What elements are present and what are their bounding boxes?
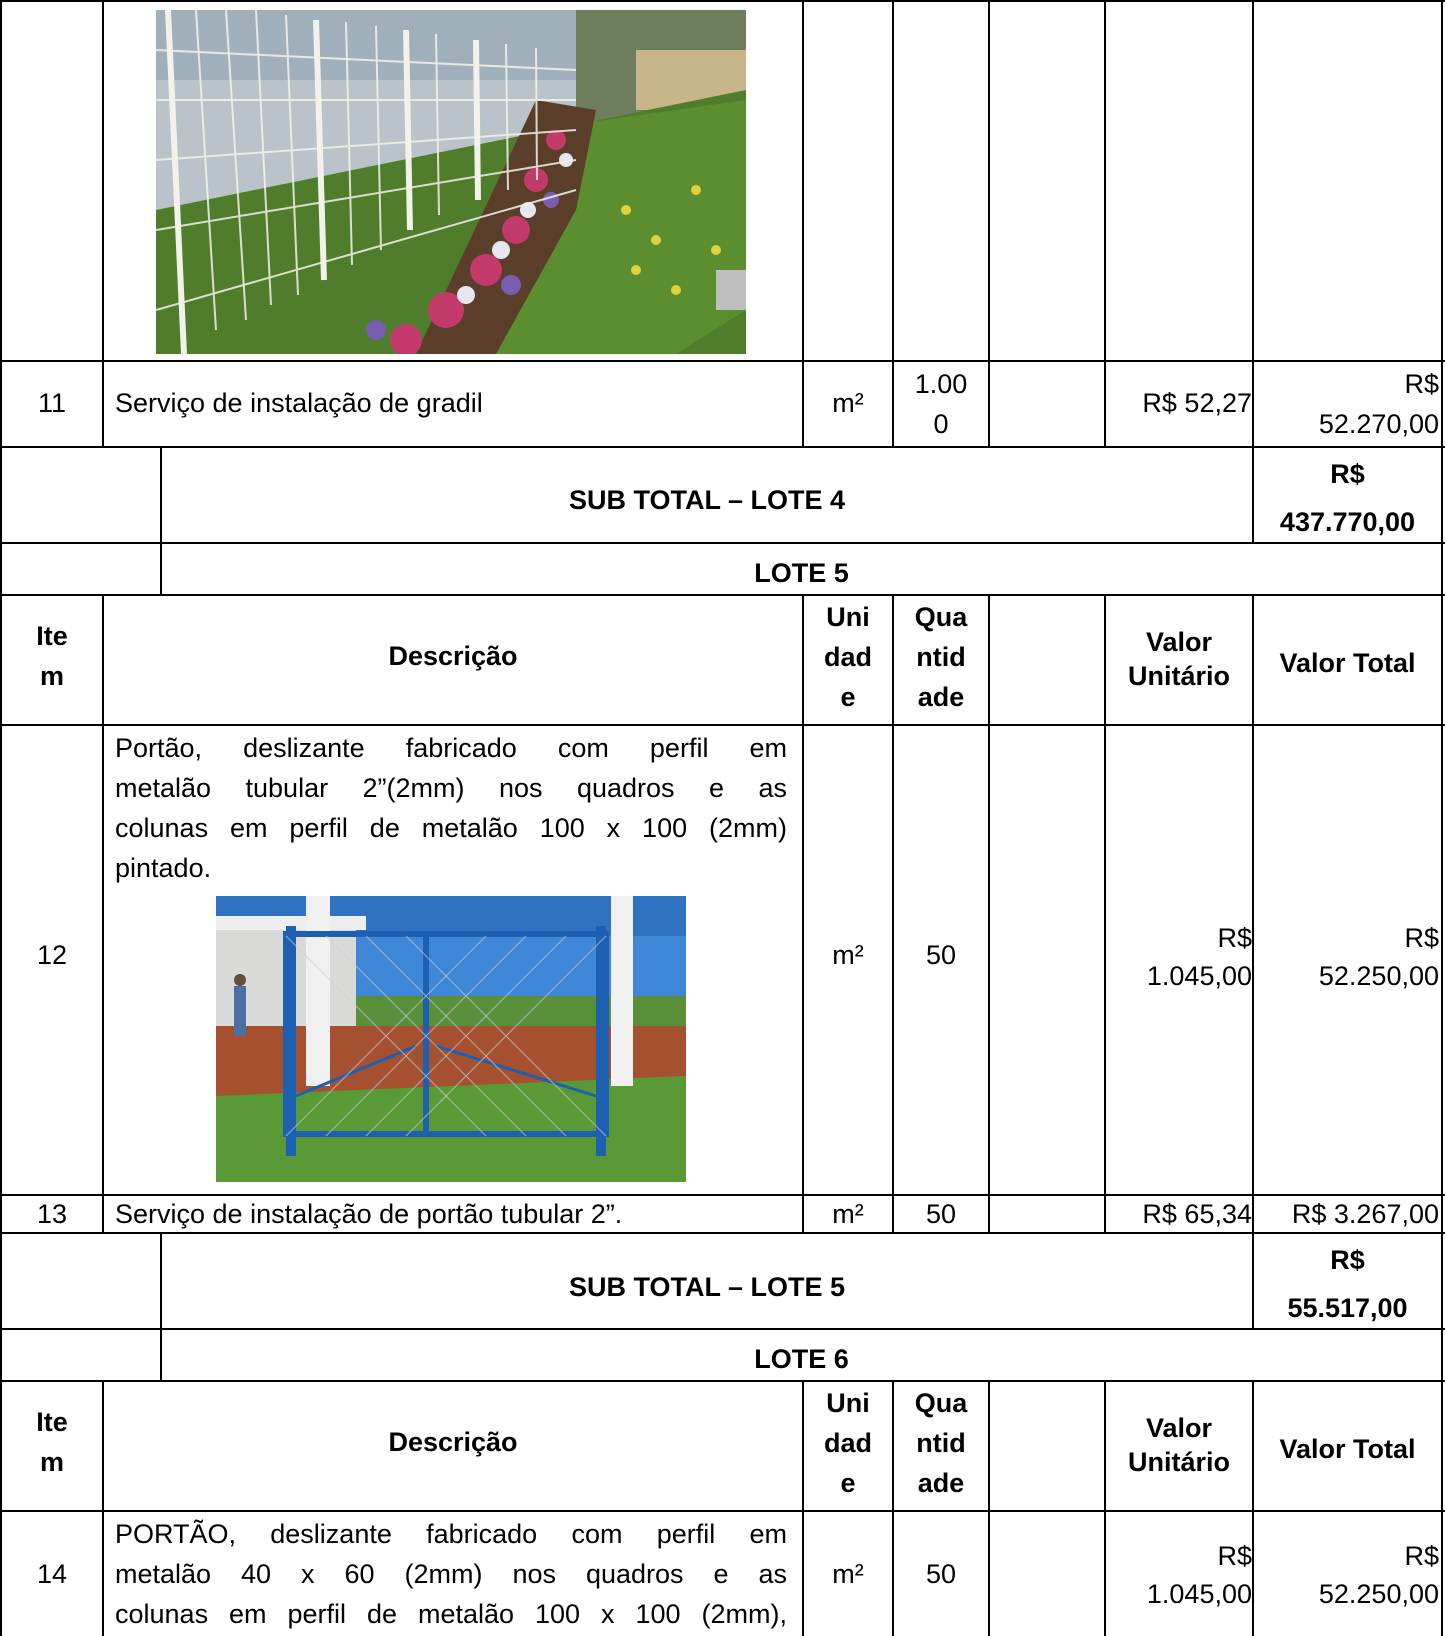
row12-unit-value-line1: R$ [1217, 923, 1252, 953]
row11-qty-line1: 1.00 [914, 369, 968, 399]
header5-description: Descrição [388, 641, 518, 671]
row-border [0, 594, 1445, 596]
header5-qty-line3: ade [917, 682, 965, 712]
header6-unit-line1: Uni [826, 1388, 870, 1418]
row-border [0, 446, 1445, 448]
row14-description [115, 1514, 787, 1634]
col-border [1104, 0, 1106, 446]
row11-unit: m² [832, 388, 864, 418]
row12-desc-line: Portão, deslizante fabricado com perfil em [115, 733, 787, 763]
header6-unit-line2: dad [823, 1428, 872, 1458]
header6-item-line1: Ite [36, 1407, 68, 1437]
row14-unit-value-line2: 1.045,00 [1146, 1579, 1252, 1609]
row12-total-line1: R$ [1404, 923, 1439, 953]
header6-qty-line3: ade [917, 1468, 965, 1498]
subtotal-lote4-label: SUB TOTAL – LOTE 4 [568, 485, 846, 515]
row14-total-line1: R$ [1404, 1541, 1439, 1571]
header5-total: Valor Total [1279, 648, 1416, 678]
row-border [0, 1380, 1445, 1382]
table-left-edge [0, 0, 2, 1636]
table-right-edge [1441, 0, 1443, 1636]
row14-unit: m² [832, 1559, 864, 1589]
row-border [0, 360, 1445, 362]
header6-item-line2: m [39, 1447, 64, 1477]
row12-total-line2: 52.250,00 [1318, 961, 1439, 991]
row13-total: R$ 3.267,00 [1291, 1199, 1439, 1229]
subtotal-lote5-value-line1: R$ [1330, 1245, 1365, 1275]
row12-unit: m² [832, 940, 864, 970]
row12-item: 12 [36, 940, 68, 970]
row11-unit-value: R$ 52,27 [1142, 388, 1252, 418]
header6-unit-line3: e [840, 1468, 856, 1498]
header5-qty-line2: ntid [916, 642, 966, 672]
lote5-title: LOTE 5 [754, 558, 849, 588]
header5-unit-line3: e [840, 682, 856, 712]
row11-item: 11 [37, 388, 67, 418]
row11-total-line1: R$ [1404, 369, 1439, 399]
header5-item-line1: Ite [36, 621, 68, 651]
row14-item: 14 [36, 1559, 68, 1589]
subtotal-lote4-value-line1: R$ [1330, 459, 1365, 489]
row14-desc-line: metalão 40 x 60 (2mm) nos quadros e as [115, 1559, 787, 1589]
row13-item: 13 [36, 1199, 68, 1229]
row-border [0, 1510, 1445, 1512]
header5-item-line2: m [39, 661, 64, 691]
row-border [0, 542, 1445, 544]
col-border [802, 0, 804, 446]
row14-unit-value-line1: R$ [1217, 1541, 1252, 1571]
header6-qty-line2: ntid [916, 1428, 966, 1458]
row14-total-line2: 52.250,00 [1318, 1579, 1439, 1609]
header5-unit-value-line2: Unitário [1127, 661, 1230, 691]
col-border [102, 0, 104, 446]
row12-unit-value-line2: 1.045,00 [1146, 961, 1252, 991]
header5-qty-line1: Qua [914, 602, 968, 632]
row11-qty-line2: 0 [933, 409, 949, 439]
row-border [0, 724, 1445, 726]
row13-unit-value: R$ 65,34 [1142, 1199, 1252, 1229]
col-border [102, 594, 104, 1232]
row12-desc-line: colunas em perfil de metalão 100 x 100 (2mm) [115, 813, 787, 843]
col-border [988, 594, 990, 1232]
col-border [102, 1380, 104, 1636]
header5-unit-line2: dad [823, 642, 872, 672]
row12-description [115, 728, 787, 888]
header6-description: Descrição [388, 1427, 518, 1457]
col-border [988, 1380, 990, 1636]
row14-desc-line: colunas em perfil de metalão 100 x 100 (2mm), [115, 1599, 787, 1629]
row12-desc-line: metalão tubular 2”(2mm) nos quadros e as [115, 773, 787, 803]
row13-unit: m² [832, 1199, 864, 1229]
row-border [0, 1328, 1445, 1330]
subtotal-lote5-label: SUB TOTAL – LOTE 5 [568, 1272, 846, 1302]
header5-unit-value-line1: Valor [1145, 627, 1213, 657]
row-border [0, 0, 1445, 2]
header6-qty-line1: Qua [914, 1388, 968, 1418]
row11-total-line2: 52.270,00 [1318, 409, 1439, 439]
row11-description: Serviço de instalação de gradil [115, 388, 483, 418]
col-border [988, 0, 990, 446]
header6-unit-value-line1: Valor [1145, 1413, 1213, 1443]
fence-photo [156, 10, 746, 354]
row14-desc-line: PORTÃO, deslizante fabricado com perfil em [115, 1519, 787, 1549]
gate-photo [216, 896, 686, 1182]
row13-qty: 50 [925, 1199, 957, 1229]
header6-unit-value-line2: Unitário [1127, 1447, 1230, 1477]
subtotal-lote5-value-line2: 55.517,00 [1287, 1293, 1408, 1323]
row12-qty: 50 [925, 940, 957, 970]
row14-qty: 50 [925, 1559, 957, 1589]
header6-total: Valor Total [1279, 1434, 1416, 1464]
subtotal-lote4-value-line2: 437.770,00 [1279, 507, 1416, 537]
row12-desc-line: pintado. [115, 853, 212, 883]
header5-unit-line1: Uni [826, 602, 870, 632]
row13-description: Serviço de instalação de portão tubular 2”. [115, 1199, 623, 1229]
lote6-title: LOTE 6 [754, 1344, 849, 1374]
